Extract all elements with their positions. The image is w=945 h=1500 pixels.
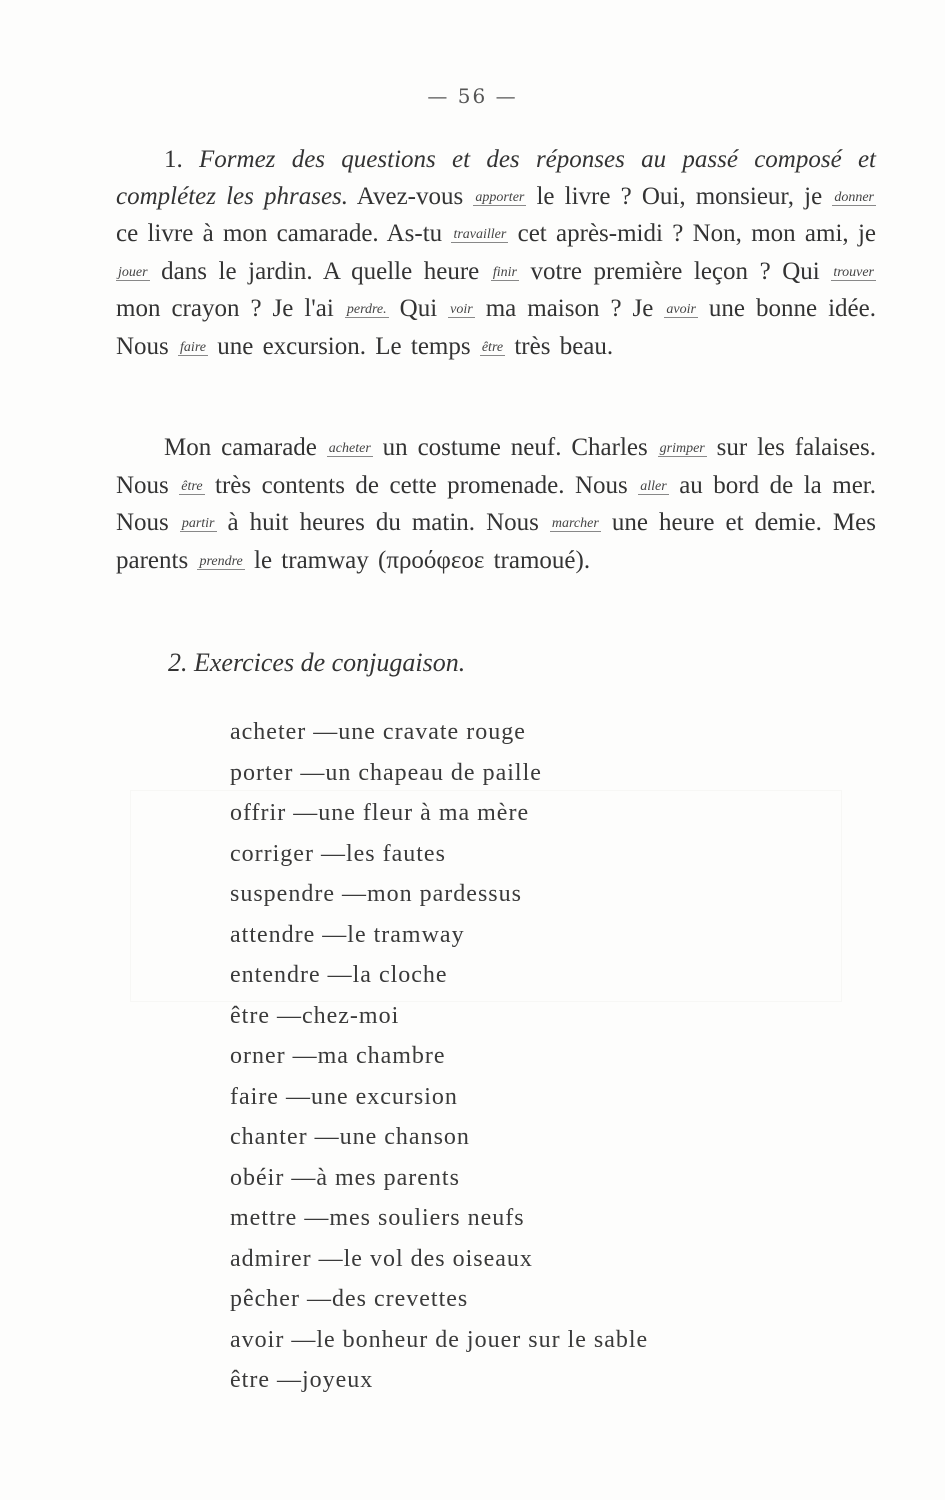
dash-separator: — [334,881,367,907]
dash-separator: — [286,800,319,826]
dash-separator: — [315,921,348,948]
verb-blank: apporter [475,189,525,205]
conjugation-list [230,712,648,1401]
text-segment: cet après-midi ? Non, mon ami, je [508,220,876,247]
conjugation-item [230,712,648,753]
exercise-1-paragraph-1 [116,142,876,366]
exercise-2-heading: 2. Exercices de conjugaison. [168,648,466,677]
verb-blank: donner [834,189,874,205]
object: le bonheur de jouer sur le sable [316,1326,649,1353]
verb-blank: trouver [833,264,875,280]
verb: pêcher [230,1286,300,1312]
text-segment: au bord de la mer. Nous [116,471,876,536]
verb: avoir [230,1326,285,1353]
verb-blank: perdre. [346,302,387,317]
dash-separator: — [299,1286,332,1312]
dash-separator: — [307,1124,340,1150]
exercise-1-paragraph-2 [116,430,876,580]
dash-separator: — [306,719,339,745]
object: des crevettes [331,1286,469,1312]
verb: porter [230,759,294,786]
object: chez-moi [301,1002,400,1029]
conjugation-item [230,1279,648,1320]
verb-blank: jouer [118,264,148,280]
dash-separator: — [293,759,326,786]
object: le vol des oiseaux [343,1245,533,1272]
text-segment: Avez-vous [356,182,474,210]
verb-blank: avoir [666,302,696,317]
conjugation-item [230,834,648,875]
conjugation-item [230,955,648,996]
conjugation-item [230,1360,648,1401]
verb: entendre [230,962,321,988]
verb: être [230,1002,270,1029]
dash-separator: — [269,1367,302,1393]
conjugation-item [230,874,648,915]
verb: chanter [230,1124,308,1150]
verb: suspendre [230,881,335,907]
page-number: — 56 — [427,84,518,108]
verb-blank: prendre [199,553,243,569]
object: un chapeau de paille [325,759,542,786]
conjugation-item [230,793,648,834]
text-segment: dans le jardin. A quelle heure [149,257,491,285]
dash-separator: — [284,1164,317,1191]
conjugation-item [230,1077,648,1118]
text-segment: une bonne idée. Nous [116,295,876,360]
text-segment: Mon camarade [164,434,327,461]
text-segment: à huit heures du matin. Nous [216,509,550,536]
verb: offrir [230,800,287,826]
object: ma chambre [317,1043,446,1069]
exercise-1-number: 1. [164,146,183,173]
dash-separator: — [269,1002,302,1029]
object: la cloche [352,962,448,988]
verb: être [230,1367,270,1393]
text-segment: Qui [388,295,449,322]
conjugation-item [230,1158,648,1199]
verb: acheter [230,719,307,745]
object: à mes parents [316,1164,460,1191]
verb-blank: finir [492,264,517,280]
dash-separator: — [285,1043,318,1069]
text-segment: mon crayon ? Je l'ai [116,295,345,322]
verb: mettre [230,1205,298,1231]
conjugation-item [230,915,648,956]
object: une cravate rouge [338,719,526,745]
verb-blank: faire [180,339,206,355]
text-segment: ce livre à mon camarade. As-tu [116,220,452,247]
conjugation-item [230,1198,648,1239]
dash-separator: — [297,1205,330,1231]
verb-blank: voir [450,302,473,317]
text-segment: sur les falaises. Nous [116,434,876,499]
object: une excursion [310,1083,458,1110]
verb: faire [230,1083,279,1110]
verb-blank: être [181,478,203,494]
verb: admirer [230,1245,312,1272]
verb-blank: être [481,339,504,355]
conjugation-item [230,1239,648,1280]
object: une chanson [339,1124,470,1150]
conjugation-item [230,1320,648,1361]
dash-separator: — [320,962,353,988]
object: joyeux [301,1367,374,1393]
text-segment: le tramway (προόφεοε tramoué). [244,546,591,574]
object: mes souliers neufs [329,1205,525,1231]
conjugation-item [230,753,648,794]
object: les fautes [345,840,446,867]
verb: attendre [230,921,316,948]
text-segment: ma maison ? Je [474,295,665,322]
text-segment: un costume neuf. Charles [372,434,658,461]
verb-blank: acheter [328,441,371,456]
text-segment: très beau. [505,332,614,360]
text-segment: le livre ? Oui, monsieur, je [526,182,833,210]
verb-blank: grimper [659,441,705,456]
conjugation-item [230,1117,648,1158]
object: mon pardessus [366,881,522,907]
dash-separator: — [278,1083,311,1110]
verb: obéir [230,1164,285,1191]
verb-blank: travailler [453,227,507,242]
conjugation-item [230,1036,648,1077]
object: une fleur à ma mère [318,800,530,826]
text-segment: une excursion. Le temps [207,332,480,360]
text-segment: votre première leçon ? Qui [518,257,832,285]
text-segment: très contents de cette promenade. Nous [204,471,639,499]
verb-blank: aller [640,478,667,494]
exercise-1-title: Formez des questions et des réponses au passé composé et complétez les phrases. [116,146,877,210]
dash-separator: — [313,840,346,867]
object: le tramway [347,921,465,948]
dash-separator: — [311,1245,344,1272]
dash-separator: — [284,1326,317,1353]
conjugation-item [230,996,648,1037]
verb-blank: marcher [551,516,599,531]
text-segment: une heure et demie. Mes parents [116,509,876,574]
verb: orner [230,1043,286,1069]
verb: corriger [230,840,314,867]
verb-blank: partir [181,516,215,531]
